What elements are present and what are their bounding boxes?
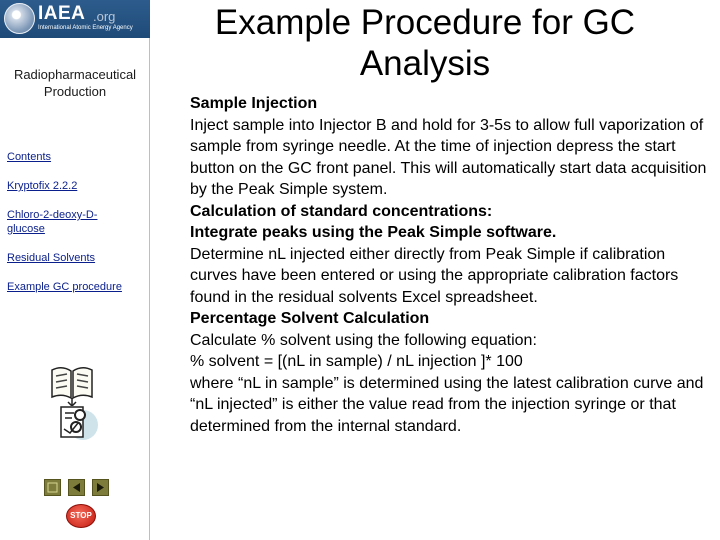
paragraph-injection-instructions: Inject sample into Injector B and hold for 3-5s to allow full vaporization of sample from syringe needle. At the time of injection depress the start button on the GC front panel. This will automatically start data acquisition by the Peak Simple system. bbox=[190, 116, 707, 198]
forward-button[interactable] bbox=[92, 479, 109, 496]
home-icon bbox=[45, 480, 60, 495]
home-button[interactable] bbox=[44, 479, 61, 496]
sidebar bbox=[0, 0, 150, 540]
nav-link-example-gc-procedure[interactable]: Example GC procedure bbox=[7, 281, 122, 293]
logo-suffix: .org bbox=[93, 9, 116, 24]
heading-percentage-solvent: Percentage Solvent Calculation bbox=[190, 310, 430, 327]
page-title bbox=[160, 2, 690, 84]
iaea-logo bbox=[0, 0, 150, 38]
paragraph-determine-nl: Determine nL injected either directly from Peak Simple if calibration curves have been entered or using the appropriate calibration factors found in the residual solvents Excel spreadsheet. bbox=[190, 245, 679, 306]
back-arrow-icon bbox=[69, 480, 84, 495]
back-button[interactable] bbox=[68, 479, 85, 496]
nav-link-chloro-deoxy-glucose[interactable]: Chloro-2-deoxy-D-glucose bbox=[7, 209, 98, 235]
equation-solvent-percent: % solvent = [(nL in sample) / nL injection ]* 100 bbox=[190, 353, 523, 370]
globe-icon bbox=[4, 3, 35, 34]
paragraph-where-definition: where “nL in sample” is determined using the latest calibration curve and “nL injected” is either the value read from the injection syringe or that determined from the internal standard. bbox=[190, 374, 704, 435]
heading-integrate-peaks: Integrate peaks using the Peak Simple software. bbox=[190, 224, 557, 241]
section-title-line1: Radiopharmaceutical bbox=[13, 67, 137, 82]
heading-sample-injection: Sample Injection bbox=[190, 95, 318, 112]
paragraph-calculate-solvent: Calculate % solvent using the following equation: bbox=[190, 331, 537, 349]
heading-standard-concentrations: Calculation of standard concentrations: bbox=[190, 202, 493, 220]
stop-button[interactable]: STOP bbox=[66, 504, 96, 528]
logo-name: IAEA bbox=[38, 3, 86, 24]
page-title-line1: Example Procedure for GC bbox=[214, 3, 636, 42]
nav-link-residual-solvents[interactable]: Residual Solvents bbox=[7, 252, 96, 264]
section-title bbox=[0, 66, 150, 100]
procedure-icon bbox=[56, 403, 98, 443]
section-title-line2: Production bbox=[43, 84, 107, 99]
forward-arrow-icon bbox=[93, 480, 108, 495]
open-book-icon bbox=[48, 362, 96, 406]
nav-link-contents[interactable]: Contents bbox=[7, 151, 52, 163]
procedure-text bbox=[190, 93, 714, 437]
logo-subtitle: International Atomic Energy Agency bbox=[38, 25, 133, 31]
nav-link-kryptofix[interactable]: Kryptofix 2.2.2 bbox=[7, 180, 78, 192]
page-title-line2: Analysis bbox=[359, 44, 491, 83]
